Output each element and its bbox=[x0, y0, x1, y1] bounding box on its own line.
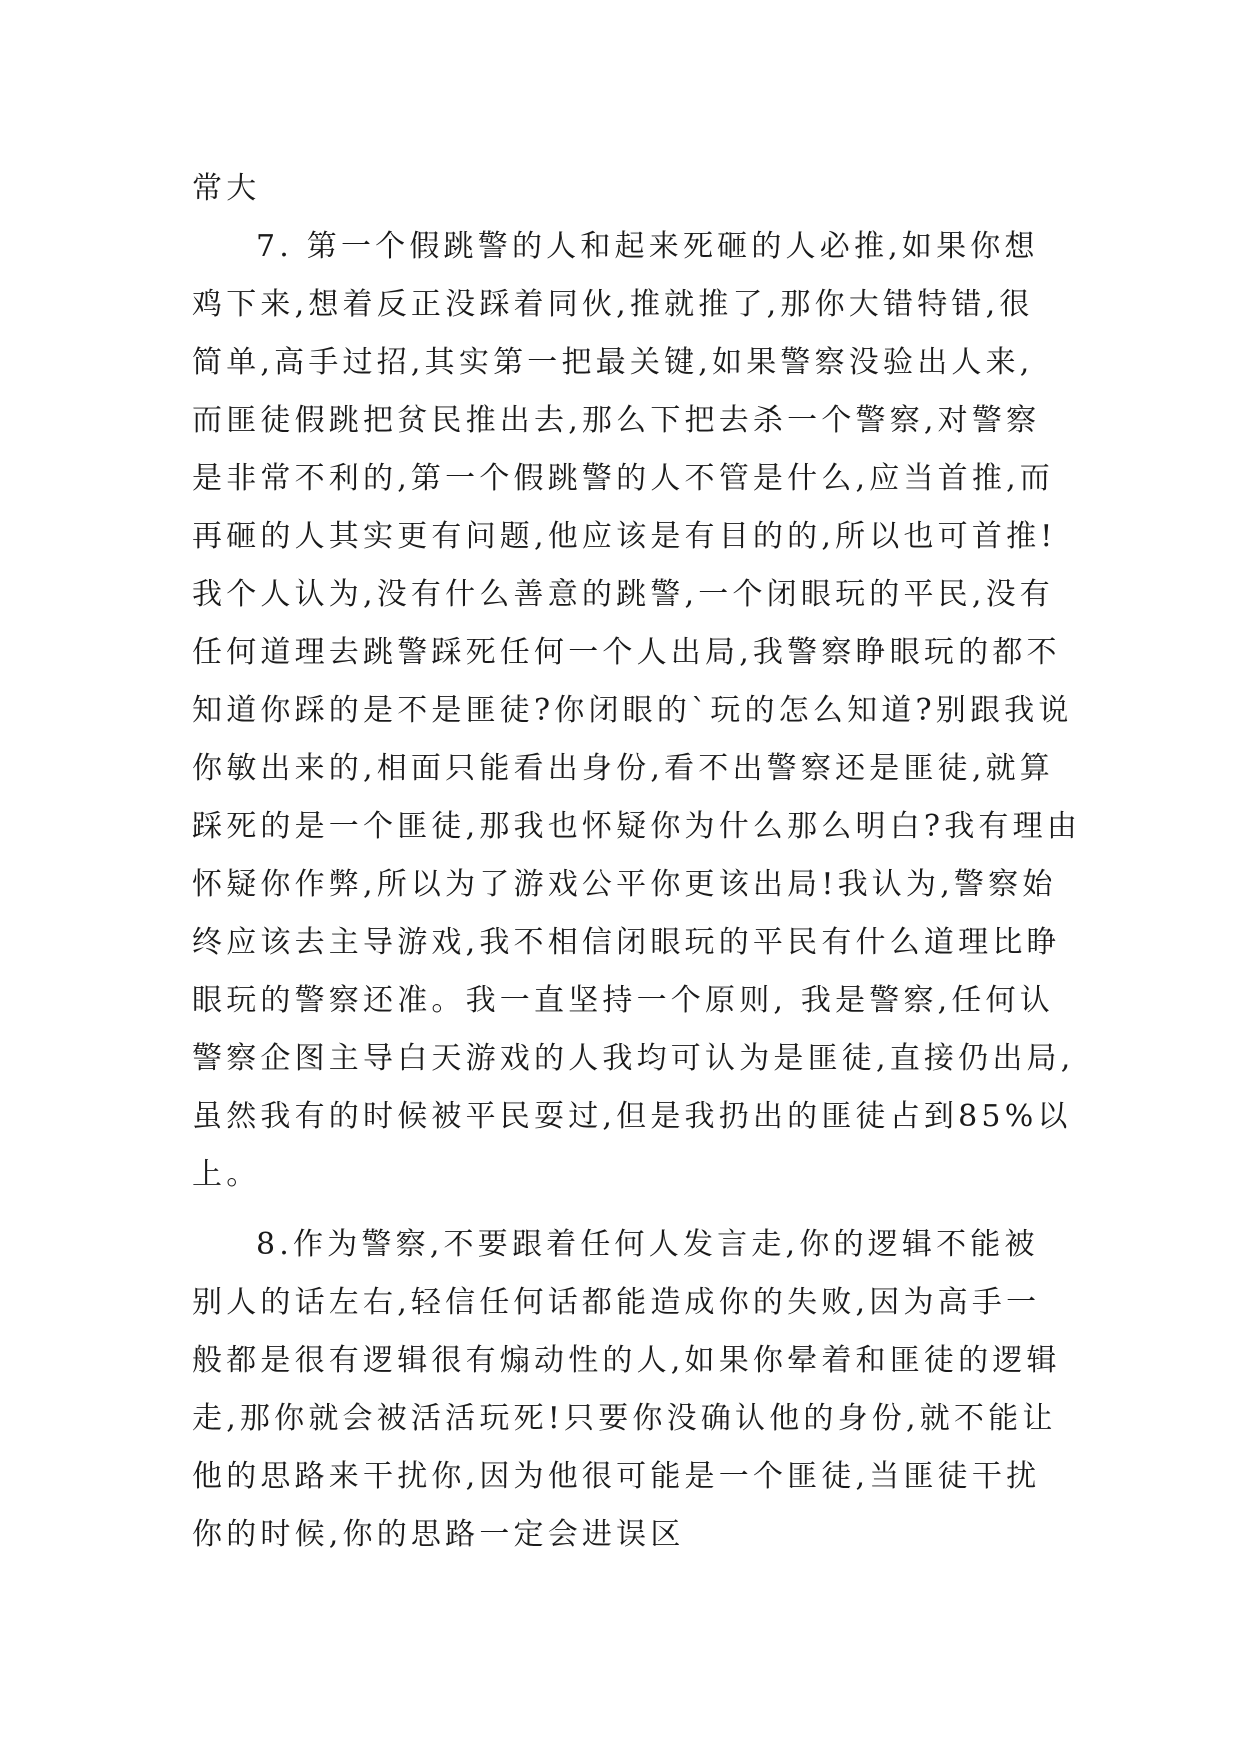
text-line: 上。 bbox=[192, 1157, 261, 1192]
text-line: 走,那你就会被活活玩死!只要你没确认他的身份,就不能让 bbox=[192, 1401, 1057, 1436]
text-line: 终应该去主导游戏,我不相信闭眼玩的平民有什么道理比睁 bbox=[192, 925, 1061, 960]
text-line: 般都是很有逻辑很有煽动性的人,如果你晕着和匪徒的逻辑 bbox=[192, 1343, 1061, 1378]
continuation-text bbox=[192, 160, 1054, 218]
text-line: 你敏出来的,相面只能看出身份,看不出警察还是匪徒,就算 bbox=[192, 751, 1055, 786]
text-line: 7. 第一个假跳警的人和起来死砸的人必推,如果你想 bbox=[256, 229, 1039, 264]
text-line: 8.作为警察,不要跟着任何人发言走,你的逻辑不能被 bbox=[256, 1227, 1039, 1262]
paragraph-spacer bbox=[192, 1204, 1054, 1216]
paragraph-7 bbox=[192, 218, 1082, 1204]
text-line: 你的时候,你的思路一定会进误区 bbox=[192, 1517, 685, 1552]
paragraph-8 bbox=[192, 1216, 1061, 1564]
text-line: 他的思路来干扰你,因为他很可能是一个匪徒,当匪徒干扰 bbox=[192, 1459, 1041, 1494]
text-line: 虽然我有的时候被平民耍过,但是我扔出的匪徒占到85%以 bbox=[192, 1099, 1072, 1134]
text-line: 怀疑你作弊,所以为了游戏公平你更该出局!我认为,警察始 bbox=[192, 867, 1057, 902]
text-line: 而匪徒假跳把贫民推出去,那么下把去杀一个警察,对警察 bbox=[192, 403, 1041, 438]
text-line: 别人的话左右,轻信任何话都能造成你的失败,因为高手一 bbox=[192, 1285, 1041, 1320]
text-line: 眼玩的警察还准。我一直坚持一个原则, 我是警察,任何认 bbox=[192, 983, 1055, 1018]
text-line: 常大 bbox=[192, 171, 261, 206]
text-line: 知道你踩的是不是匪徒?你闭眼的`玩的怎么知道?别跟我说 bbox=[192, 693, 1073, 728]
text-line: 踩死的是一个匪徒,那我也怀疑你为什么那么明白?我有理由 bbox=[192, 809, 1082, 844]
text-line: 任何道理去跳警踩死任何一个人出局,我警察睁眼玩的都不 bbox=[192, 635, 1061, 670]
text-line: 鸡下来,想着反正没踩着同伙,推就推了,那你大错特错,很 bbox=[192, 287, 1034, 322]
text-line: 我个人认为,没有什么善意的跳警,一个闭眼玩的平民,没有 bbox=[192, 577, 1055, 612]
text-line: 是非常不利的,第一个假跳警的人不管是什么,应当首推,而 bbox=[192, 461, 1055, 496]
text-line: 警察企图主导白天游戏的人我均可认为是匪徒,直接仍出局, bbox=[192, 1041, 1075, 1076]
document-body bbox=[192, 160, 1082, 1564]
text-line: 简单,高手过招,其实第一把最关键,如果警察没验出人来, bbox=[192, 345, 1034, 380]
text-line: 再砸的人其实更有问题,他应该是有目的的,所以也可首推! bbox=[192, 519, 1057, 554]
